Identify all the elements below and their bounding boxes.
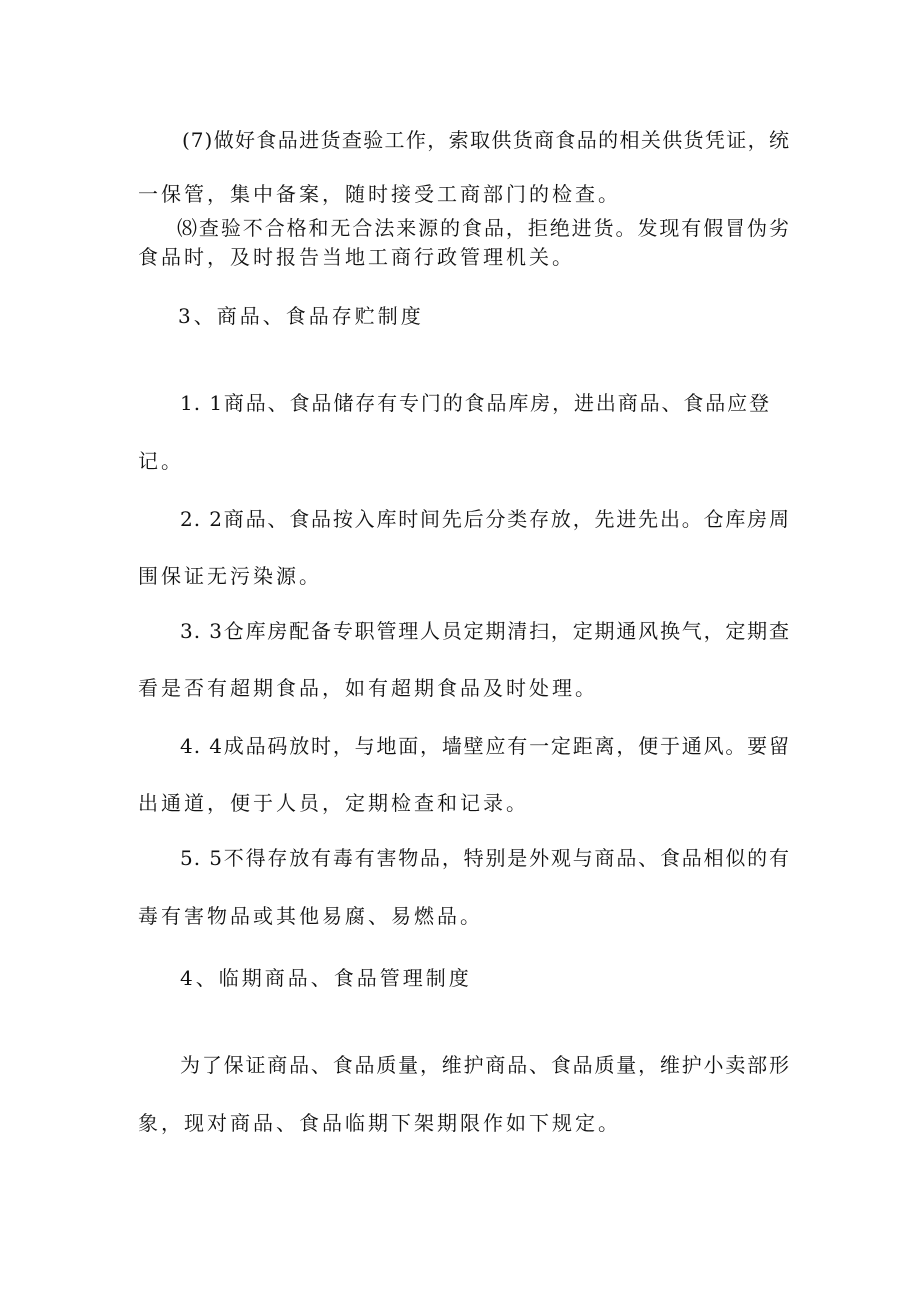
- paragraph-7-line-2: 一保管，集中备案，随时接受工商部门的检查。: [138, 182, 621, 206]
- paragraph-8-line-2: 食品时，及时报告当地工商行政管理机关。: [138, 245, 575, 269]
- item-5-line-2: 毒有害物品或其他易腐、易燃品。: [138, 904, 483, 928]
- paragraph-8-line-1: ⑻查验不合格和无合法来源的食品，拒绝进货。发现有假冒伪劣: [177, 216, 790, 240]
- section-heading-3: 3、商品、食品存贮制度: [178, 304, 424, 328]
- item-1-line-2: 记。: [138, 449, 184, 473]
- item-1-line-1: 1. 1商品、食品储存有专门的食品库房，进出商品、食品应登: [180, 391, 770, 415]
- paragraph-7-line-1: (7)做好食品进货查验工作，索取供货商食品的相关供货凭证，统: [182, 128, 790, 152]
- item-4-line-2: 出通道，便于人员，定期检查和记录。: [138, 791, 529, 815]
- section-heading-4: 4、临期商品、食品管理制度: [180, 966, 472, 990]
- item-4-line-1: 4. 4成品码放时，与地面，墙壁应有一定距离，便于通风。要留: [180, 734, 790, 758]
- item-3-line-2: 看是否有超期食品，如有超期食品及时处理。: [138, 676, 598, 700]
- item-2-line-1: 2. 2商品、食品按入库时间先后分类存放，先进先出。仓库房周: [180, 507, 790, 531]
- item-2-line-2: 围保证无污染源。: [138, 564, 322, 588]
- item-3-line-1: 3. 3仓库房配备专职管理人员定期清扫，定期通风换气，定期查: [180, 619, 790, 643]
- intro-line-1: 为了保证商品、食品质量，维护商品、食品质量，维护小卖部形: [180, 1053, 790, 1077]
- item-5-line-1: 5. 5不得存放有毒有害物品，特别是外观与商品、食品相似的有: [180, 846, 790, 870]
- intro-line-2: 象，现对商品、食品临期下架期限作如下规定。: [138, 1111, 621, 1135]
